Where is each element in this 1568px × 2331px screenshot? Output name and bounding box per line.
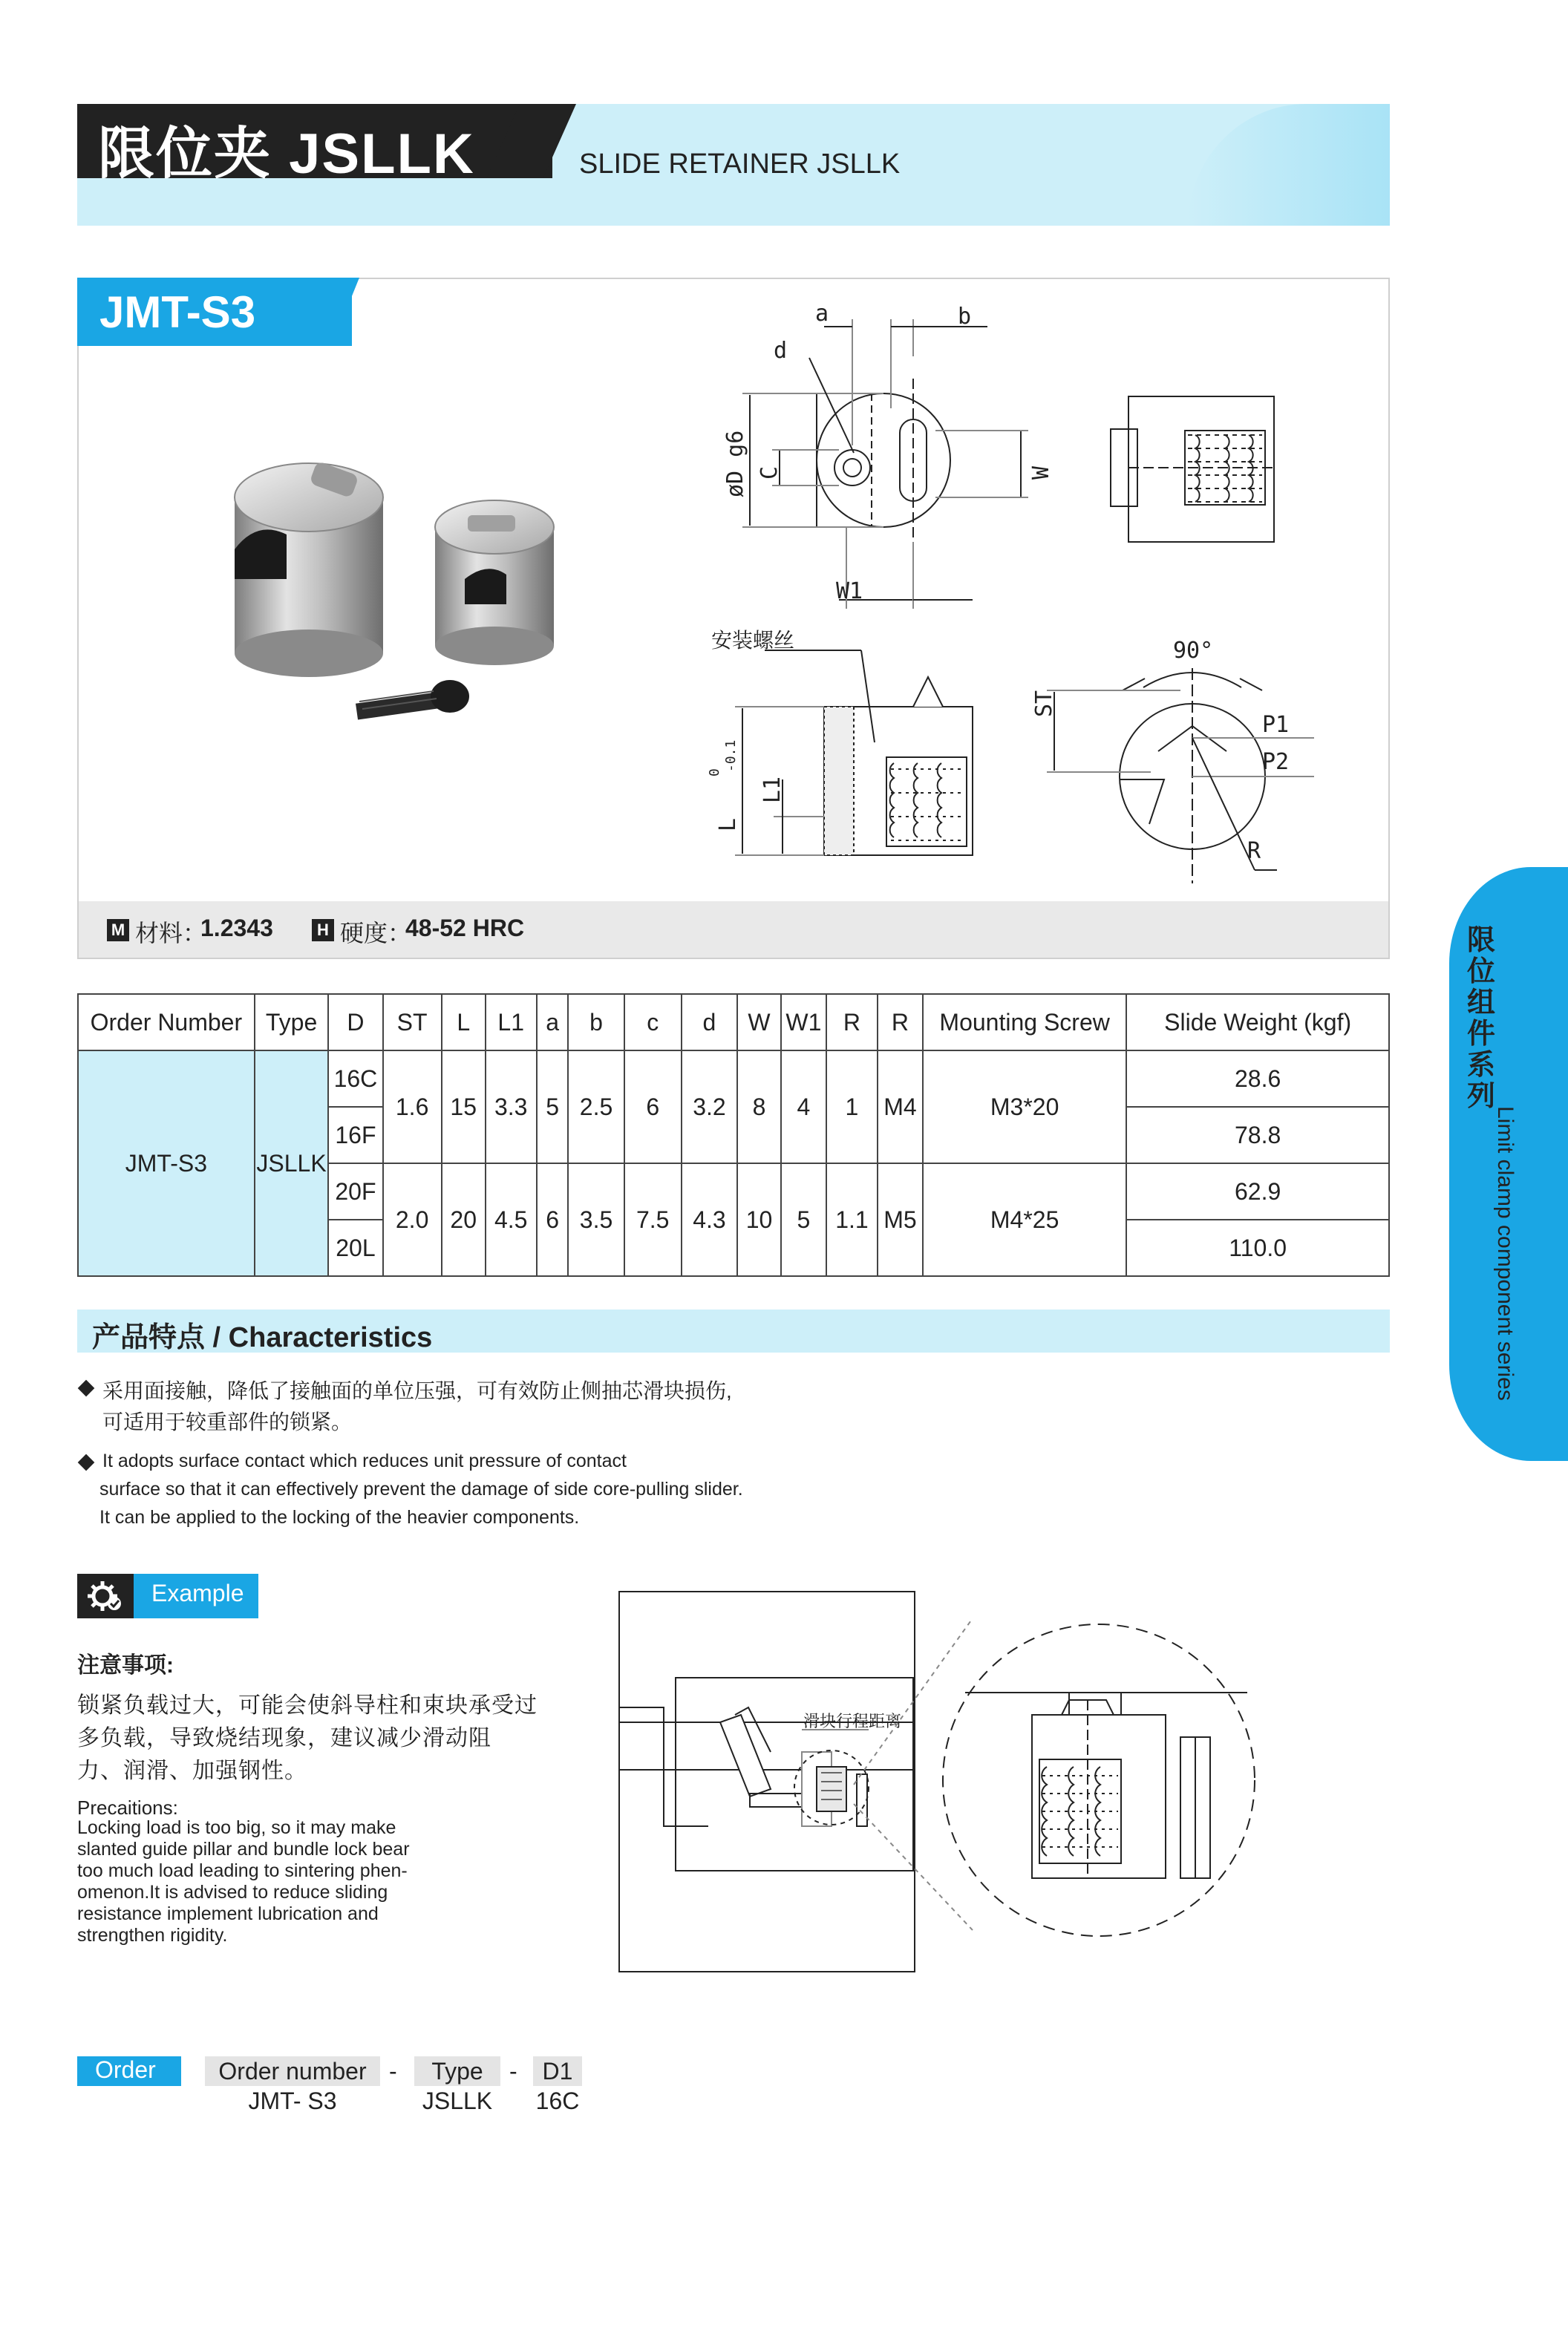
notice-line: 多负载，导致烧结现象，建议减少滑动阻 [77, 1726, 491, 1750]
col-header: b [568, 994, 624, 1050]
characteristics-cn-line: 可适用于较重部件的锁紧。 [102, 1410, 353, 1433]
weight-cell: 62.9 [1126, 1163, 1389, 1220]
side-view [1111, 396, 1274, 542]
dim-L1-label: L1 [760, 776, 785, 803]
r2-cell: M5 [878, 1163, 923, 1276]
side-tab-cn-label: 限位组件系列 [1467, 925, 1496, 1112]
col-header: W [737, 994, 781, 1050]
type-cell: JSLLK [255, 1050, 329, 1276]
table-header-row [78, 994, 1389, 1050]
technical-drawing [690, 297, 1344, 883]
screw-cell: M4*25 [923, 1163, 1126, 1276]
l-cell: 15 [442, 1050, 486, 1163]
slider-stroke-label: 滑块行程距离 [803, 1713, 902, 1731]
example-icon-box [77, 1574, 134, 1618]
col-header: Order Number [78, 994, 255, 1050]
mounting-screw-photo [356, 680, 469, 720]
w1-cell: 4 [781, 1050, 826, 1163]
order-dash: - [509, 2058, 517, 2085]
order-number-cell: JMT-S3 [78, 1050, 255, 1276]
b-cell: 3.5 [568, 1163, 624, 1276]
l1-cell: 4.5 [486, 1163, 537, 1276]
notice-title: 注意事项: [77, 1653, 174, 1678]
d-cell: 20F [328, 1163, 382, 1220]
dim-W1-label: W1 [836, 578, 863, 604]
col-header: L1 [486, 994, 537, 1050]
notice-line: 锁紧负载过大，可能会使斜导柱和束块承受过 [77, 1693, 538, 1718]
r-cell: 1 [826, 1050, 878, 1163]
d-cell: 16F [328, 1107, 382, 1163]
d-cell: 20L [328, 1220, 382, 1276]
order-value-type: JSLLK [422, 2088, 493, 2114]
order-field-d1: D1 [533, 2056, 582, 2086]
dim-b-label: b [958, 304, 972, 330]
mounting-screw-label: 安装螺丝 [711, 628, 795, 653]
dim-C-label: C [757, 465, 783, 480]
dim-a-label: a [815, 301, 829, 327]
w-cell: 8 [737, 1050, 781, 1163]
col-header: W1 [781, 994, 826, 1050]
hardness-badge: H [312, 919, 334, 941]
dim-L-label: L [715, 817, 741, 831]
d-cell: 16C [328, 1050, 382, 1107]
product-photo [215, 445, 601, 742]
dim-ST-label: ST [1031, 690, 1057, 717]
dim-L-tol-lower: -0.1 [723, 739, 739, 772]
l-cell: 20 [442, 1163, 486, 1276]
dim-W-label: W [1028, 465, 1054, 480]
characteristics-en-line: It can be applied to the locking of the heavier components. [99, 1507, 580, 1528]
weight-cell: 28.6 [1126, 1050, 1389, 1107]
r-cell: 1.1 [826, 1163, 878, 1276]
precautions-line: resistance implement lubrication and [77, 1903, 379, 1924]
material-badge: M [107, 919, 129, 941]
example-label: Example [151, 1580, 244, 1606]
notice-line: 力、润滑、加强钢性。 [77, 1759, 307, 1783]
st-cell: 2.0 [383, 1163, 442, 1276]
dim-R-label: R [1247, 838, 1261, 864]
dim-d-label: d [774, 338, 788, 364]
col-header: D [328, 994, 382, 1050]
a-cell: 6 [537, 1163, 569, 1276]
page-title: 限位夹 JSLLK [98, 122, 475, 186]
large-retainer-photo [235, 461, 383, 677]
precautions-line: Locking load is too big, so it may make [77, 1817, 396, 1838]
material-label: 材料： [135, 920, 207, 947]
w-cell: 10 [737, 1163, 781, 1276]
dim-D-label: øD g6 [722, 430, 748, 497]
small-d-cell: 4.3 [682, 1163, 737, 1276]
characteristics-en-line: surface so that it can effectively prevent the damage of side core-pulling slider. [99, 1479, 743, 1500]
table-row [78, 1050, 1389, 1107]
col-header: Slide Weight (kgf) [1126, 994, 1389, 1050]
order-value-order-number: JMT- S3 [248, 2088, 337, 2114]
col-header: Mounting Screw [923, 994, 1126, 1050]
dim-L-tol-upper: 0 [707, 768, 722, 777]
detail-view [1047, 668, 1314, 883]
c-cell: 7.5 [624, 1163, 682, 1276]
model-title: JMT-S3 [99, 287, 256, 337]
order-field-order-number: Order number [205, 2056, 380, 2086]
example-drawing [616, 1589, 1270, 1982]
a-cell: 5 [537, 1050, 569, 1163]
col-header: Type [255, 994, 329, 1050]
precautions-line: slanted guide pillar and bundle lock bear [77, 1839, 410, 1860]
spec-table [77, 993, 1390, 1277]
b-cell: 2.5 [568, 1050, 624, 1163]
side-tab-en-label: Limit clamp component series [1493, 1106, 1518, 1401]
characteristics-cn-line: 采用面接触，降低了接触面的单位压强，可有效防止侧抽芯滑块损伤, [102, 1379, 732, 1402]
order-dash: - [389, 2058, 397, 2085]
col-header: L [442, 994, 486, 1050]
dim-P1-label: P1 [1262, 712, 1290, 738]
order-field-type: Type [414, 2056, 500, 2086]
hardness-value: 48-52 HRC [405, 915, 525, 941]
characteristics-title: 产品特点 / Characteristics [92, 1322, 433, 1353]
weight-cell: 78.8 [1126, 1107, 1389, 1163]
order-value-d1: 16C [535, 2088, 580, 2114]
dim-P2-label: P2 [1262, 749, 1290, 775]
front-section-labels [707, 628, 794, 831]
l1-cell: 3.3 [486, 1050, 537, 1163]
col-header: R [826, 994, 878, 1050]
spec-bar [79, 901, 1388, 958]
small-d-cell: 3.2 [682, 1050, 737, 1163]
r2-cell: M4 [878, 1050, 923, 1163]
col-header: ST [383, 994, 442, 1050]
small-retainer-photo [435, 500, 554, 665]
material-value: 1.2343 [200, 915, 273, 941]
angle-label: 90° [1173, 638, 1214, 664]
precautions-line: omenon.It is advised to reduce sliding [77, 1882, 388, 1903]
w1-cell: 5 [781, 1163, 826, 1276]
gear-check-icon [77, 1574, 134, 1618]
screw-cell: M3*20 [923, 1050, 1126, 1163]
precautions-title: Precaitions: [77, 1797, 178, 1819]
bullet-diamond [78, 1454, 95, 1471]
weight-cell: 110.0 [1126, 1220, 1389, 1276]
front-section-view [735, 650, 973, 855]
st-cell: 1.6 [383, 1050, 442, 1163]
col-header: d [682, 994, 737, 1050]
col-header: R [878, 994, 923, 1050]
order-label: Order [95, 2056, 156, 2083]
bullet-diamond [78, 1380, 95, 1397]
page-subtitle: SLIDE RETAINER JSLLK [579, 148, 901, 180]
hardness-label: 硬度： [340, 920, 412, 947]
col-header: a [537, 994, 569, 1050]
precautions-line: too much load leading to sintering phen- [77, 1860, 408, 1881]
col-header: c [624, 994, 682, 1050]
c-cell: 6 [624, 1050, 682, 1163]
characteristics-en-line: It adopts surface contact which reduces unit pressure of contact [102, 1451, 627, 1471]
precautions-line: strengthen rigidity. [77, 1925, 228, 1946]
